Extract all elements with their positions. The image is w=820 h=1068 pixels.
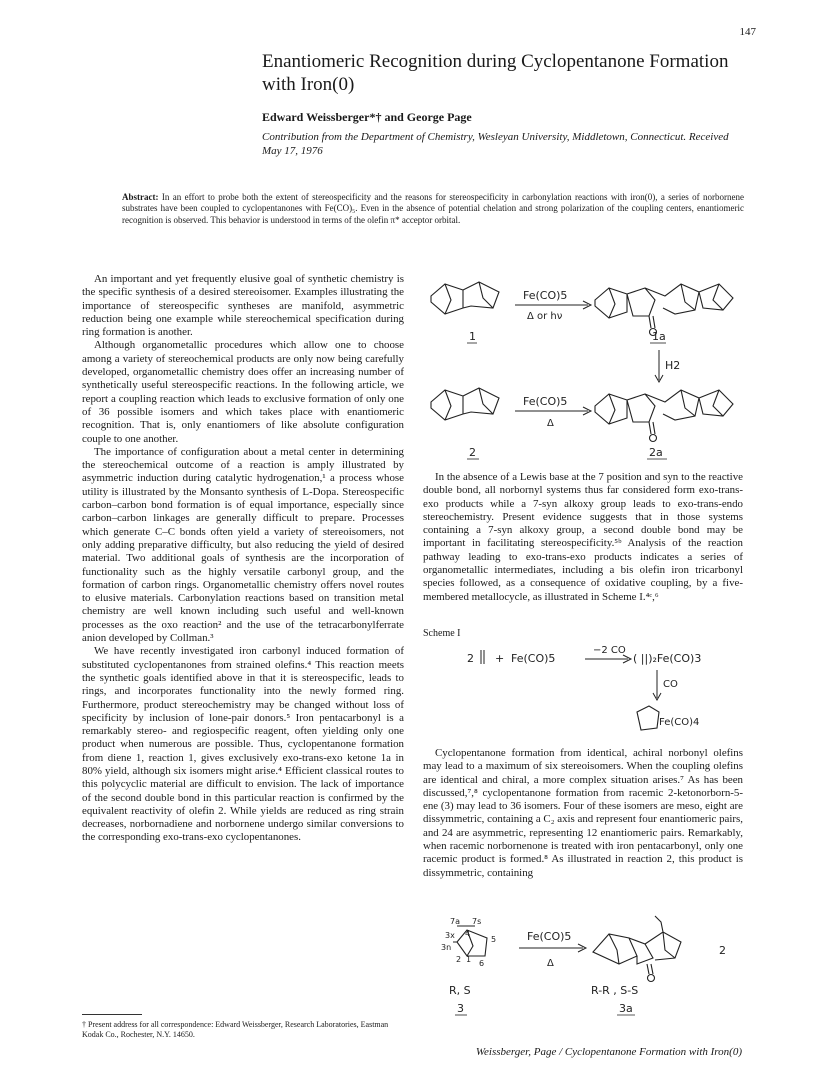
running-footer: Weissberger, Page / Cyclopentanone Formation with Iron(0) xyxy=(475,1046,742,1058)
paragraph: Cyclopentanone formation from identical, achiral norbonyl olefins may lead to a maximum of six stereoisomers. When the coupling olefins are identical and chiral, a more complex situation arises.⁷ As has been discussed,⁷,⁸ cyclopentanone formation from racemic 2-ketonorborn-5-ene (3) may lead to 36 isomers. Four of these isomers are meso, eight are dissymmetric, containing a C₂ axis and represent four enantiomeric pairs, and 24 are asymmetric, representing 12 enantiomeric pairs. Remarkably, when racemic norbornenone is treated with iron pentacarbonyl, only one racemic product is formed.⁸ As illustrated in reaction 2, this product is dissymmetric, containing xyxy=(423,747,743,879)
article-authors: Edward Weissberger*† and George Page xyxy=(262,110,472,124)
article-affiliation: Contribution from the Department of Chemistry, Wesleyan University, Middletown, Connecticut. Received May 17, 1976 xyxy=(262,131,729,157)
compound-1-label: 1 xyxy=(469,330,476,343)
abstract-label: Abstract: xyxy=(122,192,159,202)
paragraph: Although organometallic procedures which allow one to choose among a variety of stereochemical products are only now being carefully developed, organometallic chemistry does offer an increasing number of synthetically useful stereospecific reactions. In the following article, we report a coupling reaction which leads to exclusive formation of only one of 36 possible isomers and which takes place with enantiomeric recognition. That is, only enantiomers of like absolute configuration couple to one another. xyxy=(82,339,404,445)
compound-2a-label: 2a xyxy=(649,446,663,459)
paragraph: In the absence of a Lewis base at the 7 position and syn to the reactive double bond, all norbornyl systems thus far considered form exo-trans-exo products while a 7-syn alkoxy group leads to exo-trans-endo stereochemistry. Present evidence suggests that in those systems containing a 7-syn alkoxy group, a second double bond may be important in facilitating stereospecificity.⁵ᵇ Analysis of the reaction pathway leading to exo-trans-exo products indicates a series of organometallic intermediates, including a bis olefin iron tricarbonyl species followed, as a consequence of oxidative coupling, by a five-membered metallocycle, as illustrated in Scheme I.⁴ᶜ,⁶ xyxy=(423,471,743,603)
hydrogenation-label: H2 xyxy=(665,359,681,372)
atom-label: 5 xyxy=(491,935,497,944)
reaction-scheme-1-2 xyxy=(423,274,753,469)
abstract-text: In an effort to probe both the extent of stereospecificity and the reasons for stereospecificity in carbonylation reactions with iron(0), a series of norbornene substrates have been coupled to cyclopentanones with Fe(CO)₅. Even in the absence of potential chelation and strong polarization of the coupling centers, enantiomeric recognition is observed. This behavior is understood in terms of the olefin π* acceptor orbital. xyxy=(122,192,744,225)
reaction-3 xyxy=(423,912,743,1020)
ketone-3a-structure xyxy=(593,916,681,982)
scheme-step: CO xyxy=(663,679,678,690)
atom-label: 7a xyxy=(450,917,460,926)
paragraph: The importance of configuration about a metal center in determining the stereochemical outcome of a reaction is amply illustrated by asymmetric induction during catalytic hydrogenation,¹ a process whose utility is illustrated by the Monsanto synthesis of L-Dopa. Stereospecific carbon–carbon bond formation is of equal importance, especially since carbon–carbon linkages are generally difficult to prepare. Processes which generate C–C bonds often yield a variety of stereoisomers, not only adding preparative difficulty, but also reducing the yield of desired material. Two additional goals of synthesis are the incorporation of functionality such as the highly versatile carbonyl group, and the formation of carbon rings. Organometallic chemistry offers novel routes to elusive materials. Carbonylation reactions based on transition metal chemistry are well known including such useful and well-known processes as the oxo reaction² and the use of the tetracarbonylferrate anion developed by Collman.³ xyxy=(82,445,404,645)
reaction1-conditions: Δ or hν xyxy=(527,311,563,322)
right-column-bottom xyxy=(423,747,743,880)
scheme-metallocycle: Fe(CO)4 xyxy=(659,717,700,728)
ketone-2a-structure xyxy=(595,390,733,442)
scheme-1 xyxy=(423,640,743,740)
reaction3-reagent: Fe(CO)5 xyxy=(527,930,572,943)
footnote-rule xyxy=(82,1014,142,1015)
page-number: 147 xyxy=(739,26,756,38)
reaction3-conditions: Δ xyxy=(547,958,554,969)
compound-3-label: 3 xyxy=(457,1002,464,1015)
compound-3a-label: 3a xyxy=(619,1002,633,1015)
scheme-plus: + xyxy=(495,652,505,665)
metallocycle-ring xyxy=(637,706,659,730)
atom-label: 3n xyxy=(441,943,452,952)
left-column xyxy=(82,273,404,845)
paragraph: We have recently investigated iron carbonyl induced formation of substituted cyclopentanones from strained olefins.⁴ This reaction meets the synthetic goals identified above in that it is stereospecific, leads to rings, and incorporates functionality into the newly formed ring. Furthermore, product stereochemistry may be changed without loss of specificity by inclusion of lone-pair donors.⁵ Iron pentacarbonyl is a remarkably stereo- and regiospecific reagent, often yielding only one product when numerous are possible. Thus, cyclopentanone formation from diene 1, reaction 1, gives exclusively exo-trans-exo ketone 1a in 80% yield, although six isomers might arise.⁴ Efficient classical routes to this polycyclic material are difficult to envision. The lack of importance of the second double bond in this particular reaction is confirmed by the equivalent reactivity of olefin 2. While yields are reduced as ring strain decreases, norbornadiene and norbornene undergo similar conversions to the corresponding exo-trans-exo cyclopentanones. xyxy=(82,645,404,844)
reaction2-conditions: Δ xyxy=(547,418,554,429)
reaction1-reagent: Fe(CO)5 xyxy=(523,289,568,302)
atom-label: 2 xyxy=(456,955,462,964)
article-title: Enantiomeric Recognition during Cyclopentanone Formation with Iron(0) xyxy=(262,51,729,95)
right-column-top xyxy=(423,471,743,604)
reaction2-reagent: Fe(CO)5 xyxy=(523,395,568,408)
atom-label: 1 xyxy=(466,955,472,964)
scheme-label: Scheme I xyxy=(423,628,461,639)
scheme-coef: 2 xyxy=(467,652,474,665)
atom-label: 3x xyxy=(445,931,455,940)
footnote: † Present address for all correspondence: Edward Weissberger, Research Laboratories, Eastman Kodak Co., Rochester, N.Y. 14650. xyxy=(82,1020,389,1039)
atom-label: 6 xyxy=(479,959,485,968)
diene-1-structure xyxy=(431,282,499,314)
abstract xyxy=(122,192,744,226)
product-config: R-R , S-S xyxy=(591,984,639,997)
compound-1a-label: 1a xyxy=(652,330,666,343)
paragraph: An important and yet frequently elusive goal of synthetic chemistry is the specific synthesis of a desired stereoisomer. Examples illustrating the importance of stereospecific syntheses are manifold, asymmetric reduction being one example while stereochemical specification during ring formation is another. xyxy=(82,273,404,339)
atom-label: 7s xyxy=(472,917,482,926)
reactant-config: R, S xyxy=(449,984,471,997)
ketone-1a-structure xyxy=(595,284,733,336)
reaction3-number: 2 xyxy=(719,944,726,957)
scheme-reagent: Fe(CO)5 xyxy=(511,652,556,665)
compound-2-label: 2 xyxy=(469,446,476,459)
scheme-intermediate: ( ||)₂Fe(CO)3 xyxy=(633,652,702,665)
atom-label: 4 xyxy=(465,929,471,938)
scheme-loss: −2 CO xyxy=(593,645,626,656)
olefin-2-structure xyxy=(431,388,499,420)
